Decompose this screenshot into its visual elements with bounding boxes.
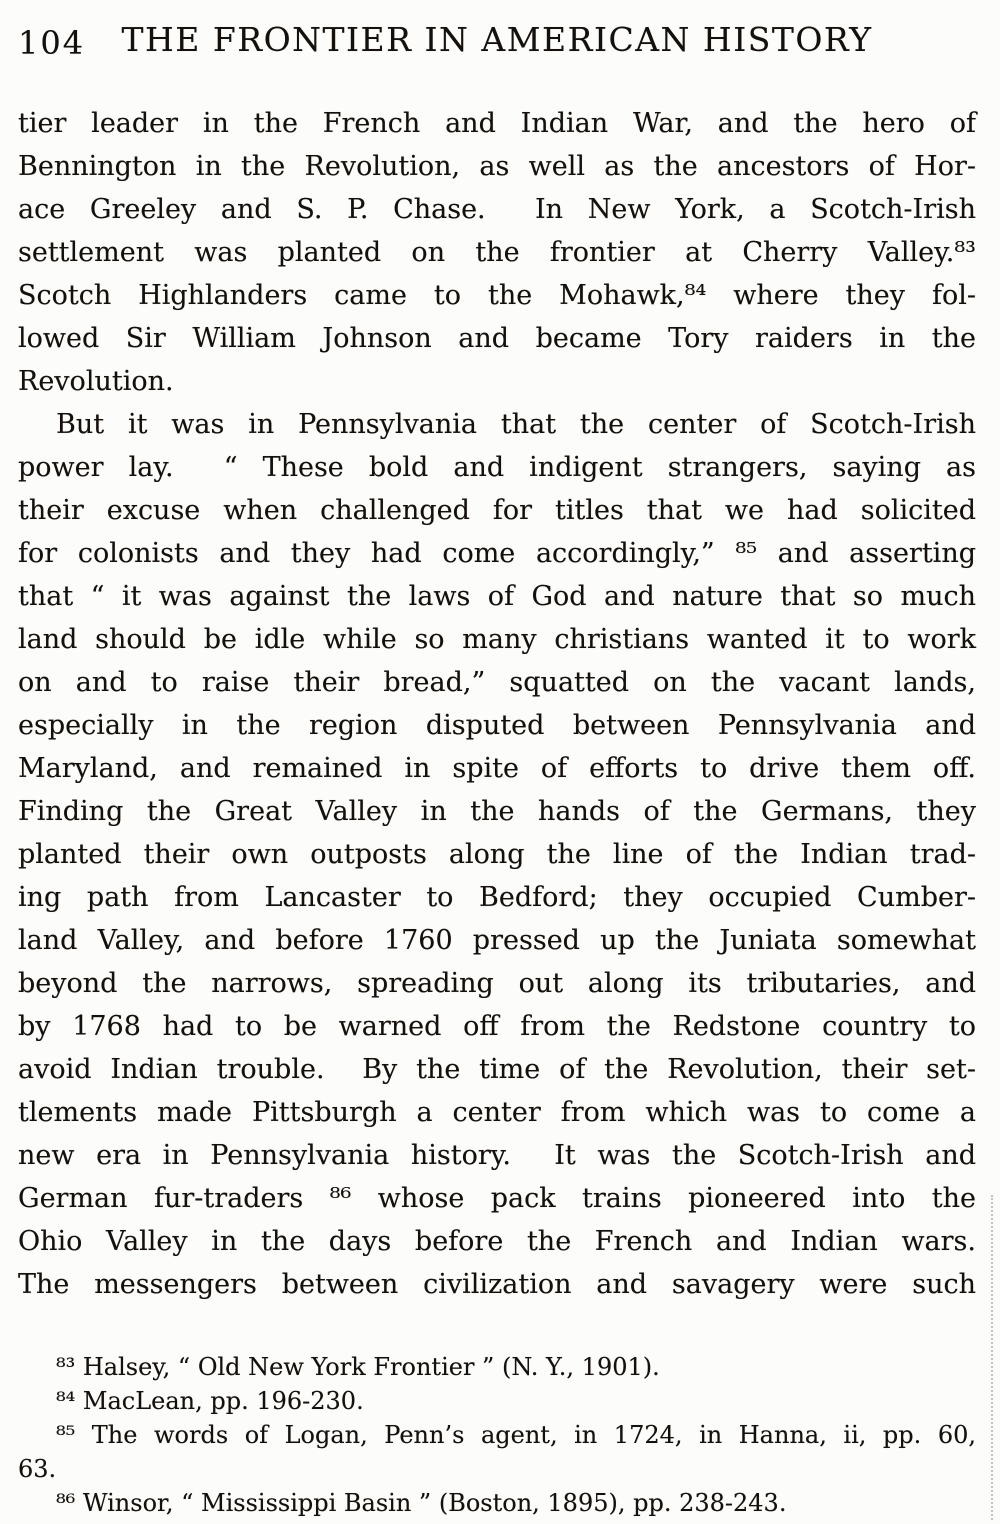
text-line: ⁸⁶ Winsor, “ Mississippi Basin ” (Boston, 1895), pp. 238-243. bbox=[56, 1489, 787, 1517]
paragraph-continuation bbox=[18, 102, 976, 403]
text-line: Finding the Great Valley in the hands of the Germans, they bbox=[18, 796, 976, 827]
text-line: their excuse when challenged for titles that we had solicited bbox=[18, 495, 976, 526]
paragraph-scotch-irish-pennsylvania bbox=[18, 403, 976, 1306]
text-line: especially in the region disputed between Pennsylvania and bbox=[18, 710, 976, 741]
text-line: Ohio Valley in the days before the French and Indian wars. bbox=[18, 1226, 976, 1257]
text-line: But it was in Pennsylvania that the center of Scotch-Irish bbox=[56, 409, 976, 440]
text-line: lowed Sir William Johnson and became Tory raiders in the bbox=[18, 323, 976, 354]
footnotes bbox=[18, 1350, 976, 1520]
text-line: that “ it was against the laws of God and nature that so much bbox=[18, 581, 976, 612]
text-line: land Valley, and before 1760 pressed up the Juniata somewhat bbox=[18, 925, 976, 956]
text-line: ⁸⁵ The words of Logan, Penn’s agent, in 1724, in Hanna, ii, pp. 60, bbox=[56, 1421, 976, 1449]
text-line: The messengers between civilization and savagery were such bbox=[18, 1269, 976, 1300]
body-text bbox=[18, 102, 976, 1306]
scan-edge-artifact bbox=[991, 1195, 993, 1520]
text-line: for colonists and they had come accordingly,” ⁸⁵ and asserting bbox=[18, 538, 976, 569]
text-line: Scotch Highlanders came to the Mohawk,⁸⁴ where they fol- bbox=[18, 280, 976, 311]
text-line: ⁸³ Halsey, “ Old New York Frontier ” (N. Y., 1901). bbox=[56, 1353, 660, 1381]
text-line: avoid Indian trouble. By the time of the Revolution, their set- bbox=[18, 1054, 976, 1085]
page-title: THE FRONTIER IN AMERICAN HISTORY bbox=[121, 20, 873, 59]
text-line: by 1768 had to be warned off from the Redstone country to bbox=[18, 1011, 976, 1042]
text-line: tier leader in the French and Indian War, and the hero of bbox=[18, 108, 976, 139]
text-line: beyond the narrows, spreading out along its tributaries, and bbox=[18, 968, 976, 999]
text-line: planted their own outposts along the line of the Indian trad- bbox=[18, 839, 976, 870]
text-line: Maryland, and remained in spite of efforts to drive them off. bbox=[18, 753, 976, 784]
text-line: land should be idle while so many christians wanted it to work bbox=[18, 624, 976, 655]
text-line: settlement was planted on the frontier at Cherry Valley.⁸³ bbox=[18, 237, 976, 268]
text-line: ⁸⁴ MacLean, pp. 196-230. bbox=[56, 1387, 364, 1415]
text-line: power lay. “ These bold and indigent strangers, saying as bbox=[18, 452, 976, 483]
text-line: tlements made Pittsburgh a center from which was to come a bbox=[18, 1097, 976, 1128]
text-line: 63. bbox=[18, 1455, 57, 1483]
text-line: Bennington in the Revolution, as well as the ancestors of Hor- bbox=[18, 151, 976, 182]
text-line: German fur-traders ⁸⁶ whose pack trains pioneered into the bbox=[18, 1183, 976, 1214]
text-line: on and to raise their bread,” squatted on the vacant lands, bbox=[18, 667, 976, 698]
text-line: Revolution. bbox=[18, 366, 174, 397]
text-line: new era in Pennsylvania history. It was the Scotch-Irish and bbox=[18, 1140, 976, 1171]
page-header bbox=[18, 20, 976, 64]
page-number: 104 bbox=[18, 24, 86, 62]
text-line: ace Greeley and S. P. Chase. In New York, a Scotch-Irish bbox=[18, 194, 976, 225]
text-line: ing path from Lancaster to Bedford; they occupied Cumber- bbox=[18, 882, 976, 913]
